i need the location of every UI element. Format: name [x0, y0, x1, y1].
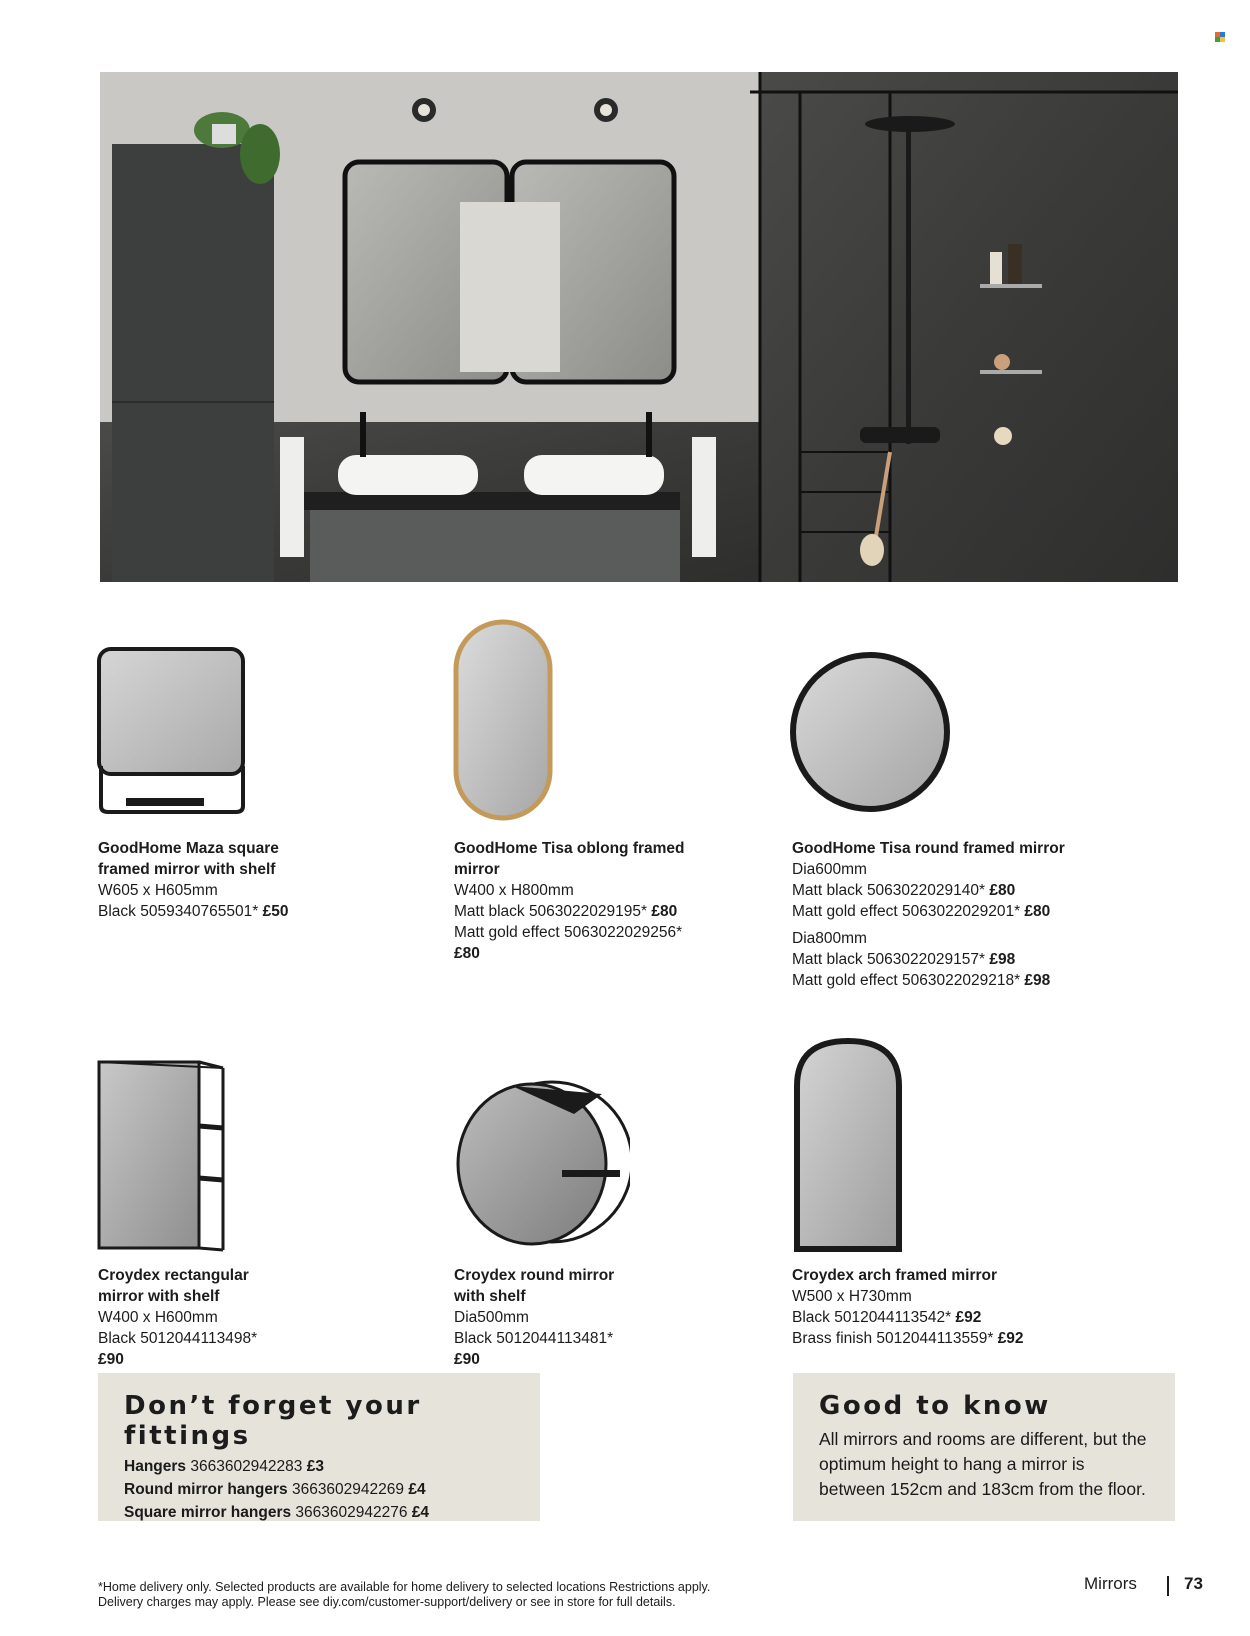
product-variant: Black 5012044113498*: [98, 1330, 258, 1347]
product-size: W500 x H730mm: [792, 1288, 912, 1305]
product-variant: Brass finish 5012044113559*: [792, 1330, 994, 1347]
product-price: £50: [262, 903, 289, 920]
product-variant: Black 5012044113481*: [454, 1330, 614, 1347]
product-size: Dia800mm: [792, 930, 867, 947]
product-variant: Black 5012044113542*: [792, 1309, 952, 1326]
product-price: £98: [1024, 972, 1051, 989]
hero-bathroom-image: [100, 72, 1178, 582]
croydex-round-mirror-image: [452, 1074, 630, 1250]
product-name: Croydex round mirror with shelf: [454, 1267, 615, 1305]
croydex-arch-mirror-image: [792, 1036, 904, 1254]
product-price: £80: [454, 945, 480, 962]
page-number: 73: [1184, 1574, 1203, 1593]
product-size: W605 x H605mm: [98, 882, 218, 899]
good-to-know-body: All mirrors and rooms are different, but the optimum height to hang a mirror is between 152cm and 183cm from the floor.: [819, 1429, 1147, 1499]
fittings-box: [98, 1373, 540, 1521]
tisa-oblong-mirror-image: [452, 618, 556, 824]
product-tisa-round: [792, 838, 1092, 991]
product-price: £92: [997, 1330, 1024, 1347]
product-variant: Matt gold effect 5063022029201*: [792, 903, 1021, 920]
product-name: GoodHome Tisa oblong framed mirror: [454, 840, 685, 878]
brand-logo-icon: [1215, 32, 1225, 42]
product-name: Croydex arch framed mirror: [792, 1267, 998, 1284]
product-name: Croydex rectangular mirror with shelf: [98, 1267, 249, 1305]
product-size: Dia600mm: [792, 861, 867, 878]
product-price: £80: [651, 903, 678, 920]
fitting-row: Round mirror hangers 3663602942269 £4: [124, 1481, 426, 1498]
footer-divider: [1167, 1576, 1169, 1596]
product-variant: Matt black 5063022029157*: [792, 951, 986, 968]
product-price: £80: [1024, 903, 1051, 920]
product-variant: Matt gold effect 5063022029218*: [792, 972, 1021, 989]
croydex-rectangular-mirror-image: [96, 1054, 230, 1254]
product-tisa-oblong: [454, 838, 694, 964]
product-croydex-round: [454, 1265, 624, 1370]
product-variant: Matt black 5063022029195*: [454, 903, 648, 920]
good-to-know-box: [793, 1373, 1175, 1521]
product-price: £80: [989, 882, 1016, 899]
product-price: £92: [955, 1309, 982, 1326]
product-name: GoodHome Tisa round framed mirror: [792, 840, 1065, 857]
tisa-round-mirror-image: [788, 650, 952, 814]
product-variant: Black 5059340765501*: [98, 903, 259, 920]
maza-square-mirror-image: [96, 646, 248, 818]
product-variant: Matt black 5063022029140*: [792, 882, 986, 899]
product-croydex-rectangular: [98, 1265, 278, 1370]
product-price: £90: [98, 1351, 124, 1368]
product-size: W400 x H600mm: [98, 1309, 218, 1326]
good-to-know-title: Good to know: [819, 1391, 1051, 1421]
footnote: *Home delivery only. Selected products are available for home delivery to selected locations Restrictions apply. Delivery charges may apply. Please see diy.com/customer-support/delivery or see in store for full details.: [98, 1580, 711, 1609]
product-maza-square: [98, 838, 328, 922]
fitting-row: Hangers 3663602942283 £3: [124, 1458, 324, 1475]
product-price: £90: [454, 1351, 480, 1368]
product-variant: Matt gold effect 5063022029256*: [454, 924, 683, 941]
product-size: Dia500mm: [454, 1309, 529, 1326]
fittings-title: Don’t forget your fittings: [124, 1391, 422, 1451]
fitting-row: Square mirror hangers 3663602942276 £4: [124, 1504, 430, 1521]
section-label: Mirrors: [1084, 1574, 1137, 1593]
product-price: £98: [989, 951, 1016, 968]
product-name: GoodHome Maza square framed mirror with shelf: [98, 840, 279, 878]
product-croydex-arch: [792, 1265, 1092, 1349]
product-size: W400 x H800mm: [454, 882, 574, 899]
